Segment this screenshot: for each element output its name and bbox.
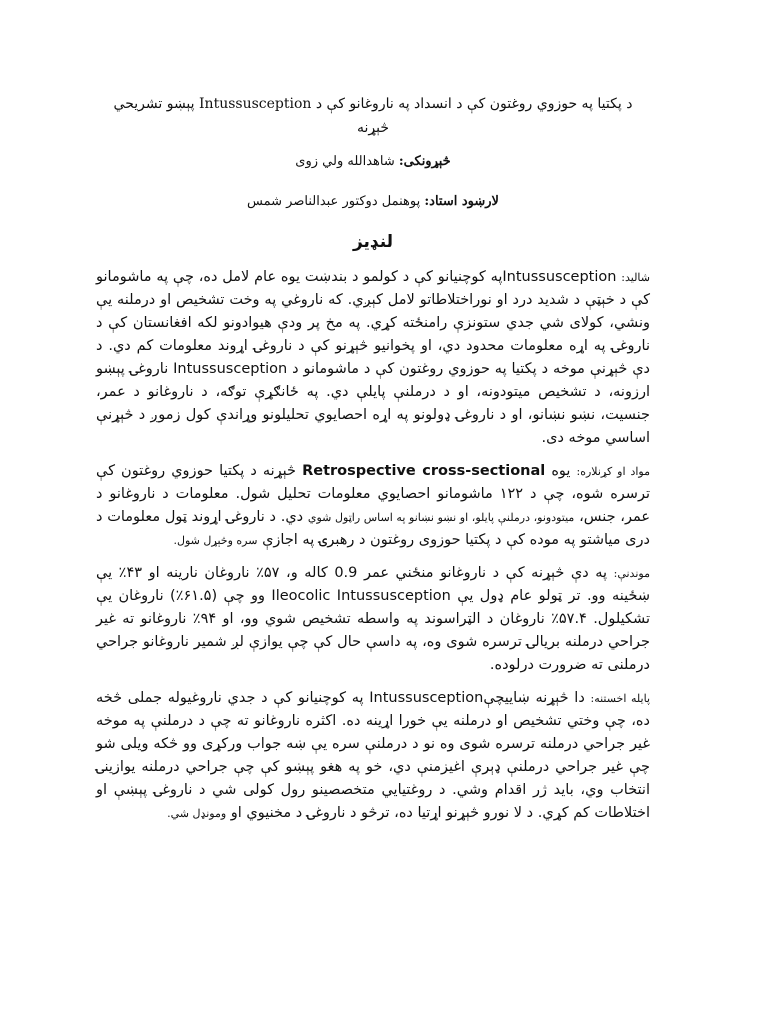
results-text: په دې څېړنه کې د ناروغانو منځني عمر 0.9 کاله و، ۵۷٪ ناروغان نارینه او ۴۳٪ یې ښځینه وو. تر ټولو عام ډول یې Ileocolic Intussusception وو چې (۶۱.۵٪) ناروغان یې تشکیلول. ۵۷.۴٪ ناروغان د الټراسوند په واسطه تشخیص شوي وو، او ۹۴٪ ناروغانو ته غیر جراحي درملنه بریالۍ ترسره شوی وه، په داسې حال کې چې یوازې لږ شمیر ناروغانو جراحي درملنی ته ضرورت درلوده. — [96, 565, 650, 673]
background-text: Intussusceptionپه کوچنیانو کې د کولمو د بندښت یوه عام لامل ده، چې په ماشومانو کې د خېټې د شدید درد او نوراختلاطاتو لامل کېږي. که ناروغي په وخت تشخیص او درملنه یې ونشي، کولای شي جدي ستونزې رامنځته کړي. په مخ پر ودې هیوادونو لکه افغانستان کې د ناروغۍ په اړه معلومات محدود دي، او پخوانیو څېړنو کې د ناروغۍ اړوند معلومات کم دي. د دې څېړنې موخه د پکتیا په حوزوي روغتون کې د ماشومانو د Intussusception ناروغۍ پېښو ارزونه، د تشخیص میتودونه، او د درملنې پایلې دي. په ځانګړې توګه، د ناروغانو د عمر، جنسیت، نښو نښانو، او د ناروغۍ ډولونو په اړه احصایوي تحلیلونو وړاندې کول زموږ د څېړنې اساسي موخه دی. — [96, 269, 650, 446]
supervisor-label: لارښود استاد: — [424, 194, 499, 209]
supervisor-line — [96, 192, 650, 212]
background-lead: شالید: — [621, 271, 650, 284]
author-label: څېړونکی: — [398, 154, 451, 169]
author-name: شاهدالله ولي زوی — [295, 154, 395, 169]
conclusion-lead: پایله اخستنه: — [590, 692, 651, 705]
results-lead: موندنې: — [613, 567, 650, 580]
background-paragraph — [96, 266, 650, 450]
conclusion-text: دا څېړنه ښایيچېIntussusception په کوچنیانو کې د جدي ناروغیوله جملی څخه ده، چې وختي تشخیص او درملنه یې خورا اړینه ده. اکثره ناروغانو ته چې د درملنې په موخه غیر جراحي درملنه ترسره شوی وه نو د درملنې سره یې ښه جواب ورکړی وو څکه ویلی شو چې غیر جراحي درملنې ډېرې اغیزمنې دي، خو په هغو پېښو کې چې جراحي درملنه یوازینۍ انتخاب وي، باید ژر اقدام وشي. د روغتیایي متخصصینو رول کولی شي د ناروغۍ پېښې او اختلاطات کم کړي. د لا نورو څېړنو اړتیا ده، ترڅو د ناروغۍ د مخنیوي او — [96, 690, 650, 821]
conclusion-tail: ومونډل شي. — [167, 807, 227, 820]
methods-paragraph — [96, 460, 650, 552]
methods-small-text: میتودونو، درملنې پایلو، او نښو نښانو په اساس راټول شوي — [307, 511, 575, 524]
conclusion-paragraph — [96, 687, 650, 825]
methods-design: Retrospective cross-sectional — [302, 463, 546, 479]
document-title: د پکتیا په حوزوي روغتون کې د انسداد په ناروغانو کې د Intussusception پېښو تشریحي څېړنه — [113, 96, 633, 136]
results-paragraph — [96, 562, 650, 677]
methods-text-2: څېړنه د پکتیا حوزوي روغتون کې ترسره شوه، چې د ۱۲۲ ماشومانو احصایوي معلومات تحلیل شول. معلومات د ناروغانو د عمر، جنس، — [96, 463, 651, 525]
methods-tail: سره وڅېړل شول. — [173, 534, 258, 547]
methods-lead: مواد او کړنلاره: — [576, 465, 651, 478]
methods-text-1: یوه — [551, 463, 571, 479]
abstract-heading: لنډیز — [352, 232, 394, 252]
methods-text-3: دي. د ناروغۍ اړوند ټول معلومات د دری میاشتو په موده کې د پکتیا حوزوی روغتون د رهبرۍ په اجازې — [96, 509, 650, 548]
author-line — [96, 152, 650, 172]
supervisor-name: پوهنمل دوکتور عبدالناصر شمس — [247, 194, 421, 209]
